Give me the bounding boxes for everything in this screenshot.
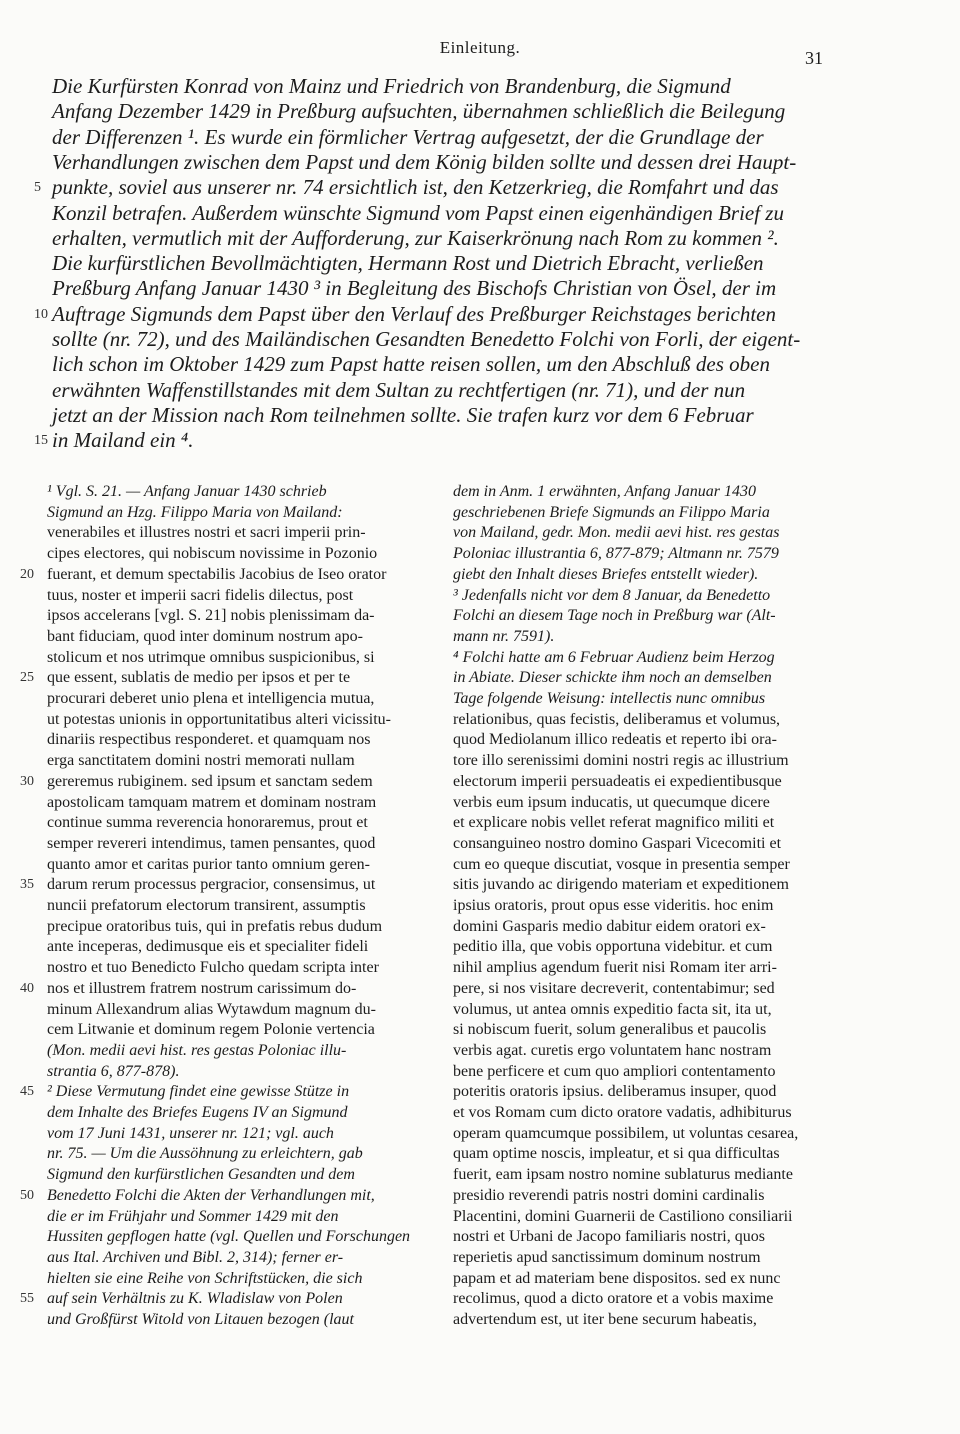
line-number: 10 — [34, 306, 48, 322]
footnote-line: nuncii prefatorum electorum transirent, assumptis — [47, 897, 366, 914]
footnote-line: ipsos accelerans [vgl. S. 21] nobis plenissimam da- — [47, 607, 375, 625]
footnote-line: stolicum et nos utrimque omnibus suspicionibus, si — [47, 648, 375, 666]
footnote-line: die er im Frühjahr und Sommer 1429 mit den — [47, 1207, 339, 1225]
footnote-line: presidio reverendi patris nostri domini cardinalis — [453, 1186, 765, 1204]
main-text-line: lich schon im Oktober 1429 zum Papst hatte reisen sollen, um den Abschluß des oben — [52, 352, 770, 377]
footnote-line: pere, si nos visitare decreverit, contentabimur; sed — [453, 979, 775, 997]
footnote-line: advertendum est, ut iter bene securum habeatis, — [453, 1311, 757, 1328]
footnote-line: dem in Anm. 1 erwähnten, Anfang Januar 1430 — [453, 483, 756, 500]
footnote-line: nostro et tuo Benedicto Fulcho quedam scripta inter — [47, 959, 379, 977]
footnote-line: peditio illa, que vobis opportuna videbitur. et cum — [453, 938, 773, 956]
footnote-line: und Großfürst Witold von Litauen bezogen (laut — [47, 1311, 354, 1328]
line-number: 25 — [20, 670, 34, 686]
footnote-line: poteritis oratoris ipsius. deliberamus insuper, quod — [453, 1083, 777, 1101]
footnote-line: verbis eum ipsum inducatis, ut quecumque dicere — [453, 793, 770, 811]
footnote-line: geschriebenen Briefe Sigmunds an Filippo Maria — [453, 503, 770, 521]
main-text-line: erwähnten Waffenstillstandes mit dem Sultan zu rechtfertigen (nr. 71), und der nun — [52, 377, 746, 402]
footnote-line: nihil amplius agendum fuerit nisi Romam iter arri- — [453, 959, 777, 977]
footnote-line: erga sanctitatem domini nostri memorati nullam — [47, 752, 355, 770]
footnote-line: ipsius oratoris, prout opus esse videritis. hoc enim — [453, 897, 774, 914]
footnote-line: (Mon. medii aevi hist. res gestas Poloniac illu- — [47, 1041, 347, 1059]
footnote-line: giebt den Inhalt dieses Briefes entstellt wieder). — [453, 565, 759, 583]
footnote-line: tore illo serenissimi domini nostri regis ac illustrium — [453, 752, 789, 770]
footnote-line: et explicare nobis vellet referat magnifico militi et — [453, 814, 775, 832]
footnote-line: et vos Romam cum dicto oratore vadatis, adhibiturus — [453, 1104, 792, 1121]
footnote-line: nos et illustrem fratrem nostrum carissimum do- — [47, 979, 357, 997]
footnote-line: procurari deberet unio plena et intelligencia mutua, — [47, 690, 375, 707]
footnote-line: aus Ital. Archiven und Bibl. 2, 314); ferner er- — [47, 1248, 344, 1266]
main-text-line: jetzt an der Mission nach Rom teilnehmen sollte. Sie trafen kurz vor dem 6 Februar — [52, 402, 754, 427]
footnote-line: electorum imperii persuadeatis ei expedientibusque — [453, 772, 782, 790]
main-text-line: erhalten, vermutlich mit der Aufforderung, zur Kaiserkrönung nach Rom zu kommen ². — [52, 225, 779, 250]
footnote-line: precipue oratoribus tuis, qui in prefatis rebus dudum — [47, 917, 383, 935]
footnote-line: Folchi an diesem Tage noch in Preßburg war (Alt- — [453, 607, 776, 625]
main-text-line: Die Kurfürsten Konrad von Mainz und Friedrich von Brandenburg, die Sigmund — [52, 74, 731, 98]
footnote-line: quod Mediolanum illico redeatis et reperto ibi ora- — [453, 731, 777, 749]
footnote-line: Hussiten gepflogen hatte (vgl. Quellen und Forschungen — [47, 1228, 411, 1246]
footnote-line: nr. 75. — Um die Aussöhnung zu erleichtern, gab — [47, 1145, 363, 1163]
footnote-line: Placentini, domini Guarnerii de Castiliono consiliarii — [453, 1207, 793, 1225]
footnote-line: cum eo queque discutiat, vosque in presentia semper — [453, 855, 790, 873]
footnote-line: fuerit, eam ipsam nostro nomine sublaturus mediante — [453, 1166, 793, 1184]
footnote-line: in Abiate. Dieser schickte ihm noch an demselben — [453, 669, 772, 687]
footnote-line: bant fiduciam, quod inter dominum nostrum apo- — [47, 627, 363, 645]
footnote-line: nostri et Urbani de Jacopo familiaris nostri, quos — [453, 1228, 765, 1246]
footnote-line: semper revereri intendimus, tamen pensantes, quod — [47, 834, 376, 852]
footnote-line: apostolicam tamquam matrem et dominam nostram — [47, 793, 377, 811]
footnote-line: si nobiscum fuerit, solum generalibus et paucolis — [453, 1021, 767, 1039]
main-text-line: Anfang Dezember 1429 in Preßburg aufsuchten, übernahmen schließlich die Beilegung — [52, 99, 786, 124]
footnote-line: gereremus rubiginem. sed ipsum et sanctam sedem — [47, 772, 373, 790]
footnote-line: hielten sie eine Reihe von Schriftstücken, die sich — [47, 1269, 363, 1287]
page-number: 31 — [805, 48, 823, 68]
footnote-line: quam optime noscis, impleatur, et si qua difficultas — [453, 1145, 780, 1163]
line-number: 40 — [20, 980, 34, 996]
footnote-line: Tage folgende Weisung: intellectis nunc omnibus — [453, 690, 766, 707]
main-text-line: der Differenzen ¹. Es wurde ein förmlicher Vertrag aufgesetzt, der die Grundlage der — [52, 124, 764, 149]
main-text-line: Verhandlungen zwischen dem Papst und dem König bilden sollte und dessen drei Haupt- — [52, 149, 797, 174]
main-text-line: Auftrage Sigmunds dem Papst über den Verlauf des Preßburger Reichstages berichten — [52, 301, 776, 326]
main-text-line: Konzil betrafen. Außerdem wünschte Sigmund vom Papst einen eigenhändigen Brief zu — [52, 200, 784, 225]
footnote-line: cem Litwanie et dominum regem Polonie vertencia — [47, 1021, 375, 1039]
footnote-line: continue summa reverencia honoraremus, prout et — [47, 814, 368, 832]
main-text-line: Die kurfürstlichen Bevollmächtigten, Hermann Rost und Dietrich Ebracht, verließen — [52, 251, 764, 276]
line-number: 15 — [34, 433, 48, 449]
footnote-line: reperietis apud sanctissimum dominum nostrum — [453, 1248, 761, 1266]
footnote-line: Poloniac illustrantia 6, 877-879; Altmann nr. 7579 — [453, 545, 779, 563]
main-text-line: Preßburg Anfang Januar 1430 ³ in Begleitung des Bischofs Christian von Ösel, der im — [52, 276, 777, 301]
line-number: 35 — [20, 877, 34, 893]
footnote-line: verbis agat. curetis ergo voluntatem hanc nostram — [453, 1041, 772, 1059]
footnote-line: tuus, noster et imperii sacri fidelis dilectus, post — [47, 586, 354, 604]
footnote-line: papam et ad materiam bene dispositos. sed ex nunc — [453, 1269, 781, 1287]
footnote-line: minum Allexandrum alias Wytawdum magnum du- — [47, 1000, 376, 1018]
footnote-line: strantia 6, 877-878). — [47, 1062, 180, 1080]
footnote-line: operam quamcumque possibilem, ut voluntas cesarea, — [453, 1124, 799, 1142]
footnote-line: dem Inhalte des Briefes Eugens IV an Sigmund — [47, 1104, 348, 1121]
footnote-line: domini Gasparis medio dabitur eidem oratori ex- — [453, 917, 766, 935]
line-number: 5 — [34, 180, 41, 196]
footnote-line: cipes electores, qui nobiscum novissime in Pozonio — [47, 545, 378, 563]
footnote-line: ¹ Vgl. S. 21. — Anfang Januar 1430 schrieb — [47, 483, 327, 500]
footnote-line: auf sein Verhältnis zu K. Wladislaw von Polen — [47, 1290, 343, 1308]
footnote-line: ante inceperas, dedimusque eis et specialiter fideli — [47, 938, 369, 956]
footnote-line: Sigmund den kurfürstlichen Gesandten und dem — [47, 1166, 355, 1184]
footnote-line: sitis juvando ac dirigendo materiam et expeditionem — [453, 876, 789, 894]
footnote-line: ut potestas unionis in opportunitatibus alteri vicissitu- — [47, 710, 391, 728]
line-number: 20 — [20, 566, 34, 582]
footnote-line: bene perficere et cum quo ampliori contentamento — [453, 1062, 776, 1080]
main-text-line: punkte, soviel aus unserer nr. 74 ersichtlich ist, den Ketzerkrieg, die Romfahrt und das — [52, 175, 779, 200]
footnote-line: vom 17 Juni 1431, unserer nr. 121; vgl. auch — [47, 1124, 334, 1142]
footnote-line: fuerant, et demum spectabilis Jacobius de Iseo orator — [47, 565, 387, 583]
footnote-line: ³ Jedenfalls nicht vor dem 8 Januar, da Benedetto — [453, 586, 771, 604]
footnote-line: recolimus, quod a dicto oratore et a vobis maxime — [453, 1290, 774, 1308]
footnote-line: dinariis respectibus responderet. et quamquam nos — [47, 731, 371, 749]
line-number: 55 — [20, 1291, 34, 1307]
running-header: Einleitung. — [439, 38, 521, 57]
line-number: 50 — [20, 1187, 34, 1203]
footnote-line: Sigmund an Hzg. Filippo Maria von Mailand: — [47, 503, 343, 521]
footnote-line: volumus, ut antea omnis expeditio facta sit, ita ut, — [453, 1000, 772, 1018]
line-number: 45 — [20, 1084, 34, 1100]
main-text-line: sollte (nr. 72), und des Mailändischen Gesandten Benedetto Folchi von Forli, der eigent- — [52, 327, 801, 351]
footnote-line: ⁴ Folchi hatte am 6 Februar Audienz beim Herzog — [453, 648, 775, 666]
line-number: 30 — [20, 773, 34, 789]
footnote-line: venerabiles et illustres nostri et sacri imperii prin- — [47, 524, 366, 542]
footnote-line: relationibus, quas fecistis, deliberamus et volumus, — [453, 710, 781, 728]
footnote-line: mann nr. 7591). — [453, 627, 555, 645]
footnote-line: ² Diese Vermutung findet eine gewisse Stütze in — [47, 1083, 350, 1101]
main-text-line: in Mailand ein ⁴. — [52, 428, 194, 453]
footnote-line: consanguineo nostro domino Gaspari Vicecomiti et — [453, 834, 782, 852]
footnote-line: von Mailand, gedr. Mon. medii aevi hist. res gestas — [453, 524, 780, 542]
footnote-line: quanto amor et caritas purior tanto omnium geren- — [47, 855, 371, 873]
footnote-line: Benedetto Folchi die Akten der Verhandlungen mit, — [47, 1186, 375, 1204]
footnote-line: que essent, sublatis de medio per ipsos et per te — [47, 669, 351, 687]
footnote-line: darum rerum processus pergracior, consensimus, ut — [47, 876, 376, 894]
